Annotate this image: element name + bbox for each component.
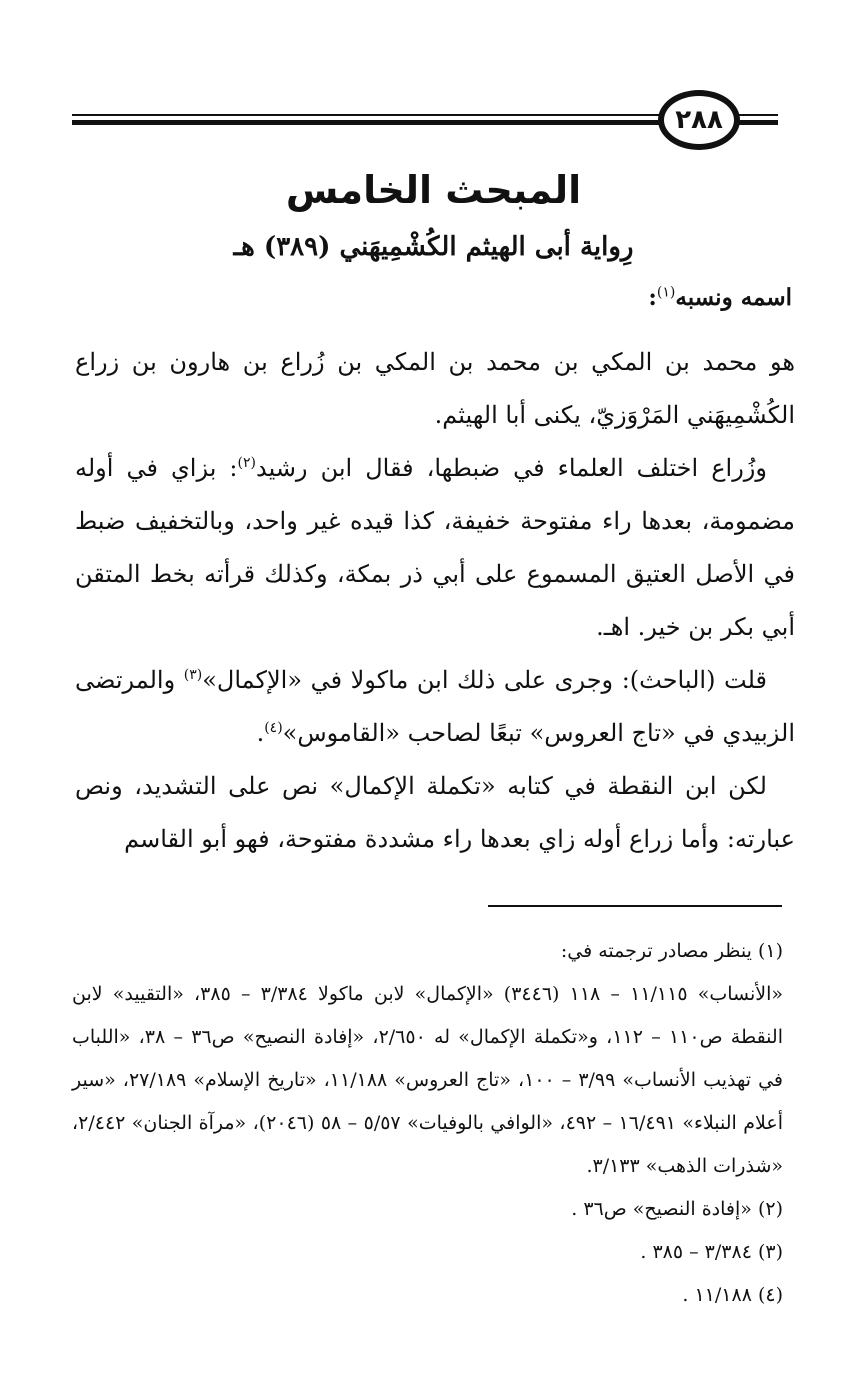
header-rule-right: [734, 114, 778, 125]
heading-text: اسمه ونسبه: [675, 284, 792, 311]
footnotes: [72, 930, 783, 1317]
footnote-ref-2: (٢): [237, 455, 256, 471]
paragraph-researcher-part-c: .: [256, 719, 265, 747]
footnote-ref-1: (١): [656, 284, 676, 301]
name-lineage-heading: [648, 284, 792, 311]
header-rule-left: [72, 114, 661, 125]
footnote-ref-3: (٣): [183, 667, 203, 683]
paragraph-researcher: [75, 654, 795, 760]
heading-colon: :: [648, 284, 657, 311]
paragraph-name: هو محمد بن المكي بن محمد بن المكي بن زُراع بن هارون بن زراع الكُشْمِيهَني المَرْوَزيّ، يكنى أبا الهيثم.: [75, 348, 795, 429]
footnote-1-sources: «الأنساب» ١١/١١٥ – ١١٨ (٣٤٤٦) «الإكمال» لابن ماكولا ٣/٣٨٤ – ٣٨٥، «التقييد» لابن النقطة ص١١٠ – ١١٢، و«تكملة الإكمال» له ٢/٦٥٠، «إفادة النصيح» ص٣٦ – ٣٨، «اللباب في تهذيب الأنساب» ٣/٩٩ – ١٠٠، «تاج العروس» ١١/١٨٨، «تاريخ الإسلام» ٢٧/١٨٩، «سير أعلام النبلاء» ١٦/٤٩١ – ٤٩٢، «الوافي بالوفيات» ٥/٥٧ – ٥٨ (٢٠٤٦)، «مرآة الجنان» ٢/٤٤٢، «شذرات الذهب» ٣/١٣٣.: [72, 983, 783, 1177]
body-text: [75, 336, 795, 866]
paragraph-ibn-nuqta: لكن ابن النقطة في كتابه «تكملة الإكمال» نص على التشديد، ونص عبارته: وأما زراع أوله زاي بعدها راء مشددة مفتوحة، فهو أبو القاسم: [75, 772, 795, 853]
footnote-4: (٤) ١١/١٨٨ .: [682, 1284, 783, 1306]
footnote-2: (٢) «إفادة النصيح» ص٣٦ .: [571, 1198, 783, 1220]
paragraph-zurraa-part-a: وزُراع اختلف العلماء في ضبطها، فقال ابن رشيد: [255, 454, 767, 482]
footnote-ref-4: (٤): [264, 720, 283, 736]
footnote-separator: [488, 905, 782, 907]
page-number: ٢٨٨: [658, 90, 740, 150]
paragraph-researcher-part-a: قلت (الباحث): وجرى على ذلك ابن ماكولا في «الإكمال»: [202, 666, 768, 694]
paragraph-zurraa: [75, 442, 795, 654]
paragraph-researcher-part-b: والمرتضى الزبيدي في «تاج العروس» تبعًا لصاحب «القاموس»: [75, 666, 795, 747]
footnote-1-heading: (١) ينظر مصادر ترجمته في:: [560, 940, 783, 962]
footnote-3: (٣) ٣/٣٨٤ – ٣٨٥ .: [640, 1241, 783, 1263]
paragraph-zurraa-part-b: : بزاي في أوله مضمومة، بعدها راء مفتوحة خفيفة، كذا قيده غير واحد، وبالتخفيف ضبط في الأصل العتيق المسموع على أبي ذر بمكة، وكذلك قرأته بخط المتقن أبي بكر بن خير. اهـ.: [75, 454, 795, 641]
subtitle: رِواية أبى الهيثم الكُشْمِيهَني (٣٨٩) هـ: [233, 232, 634, 262]
section-title: المبحث الخامس: [285, 168, 582, 212]
